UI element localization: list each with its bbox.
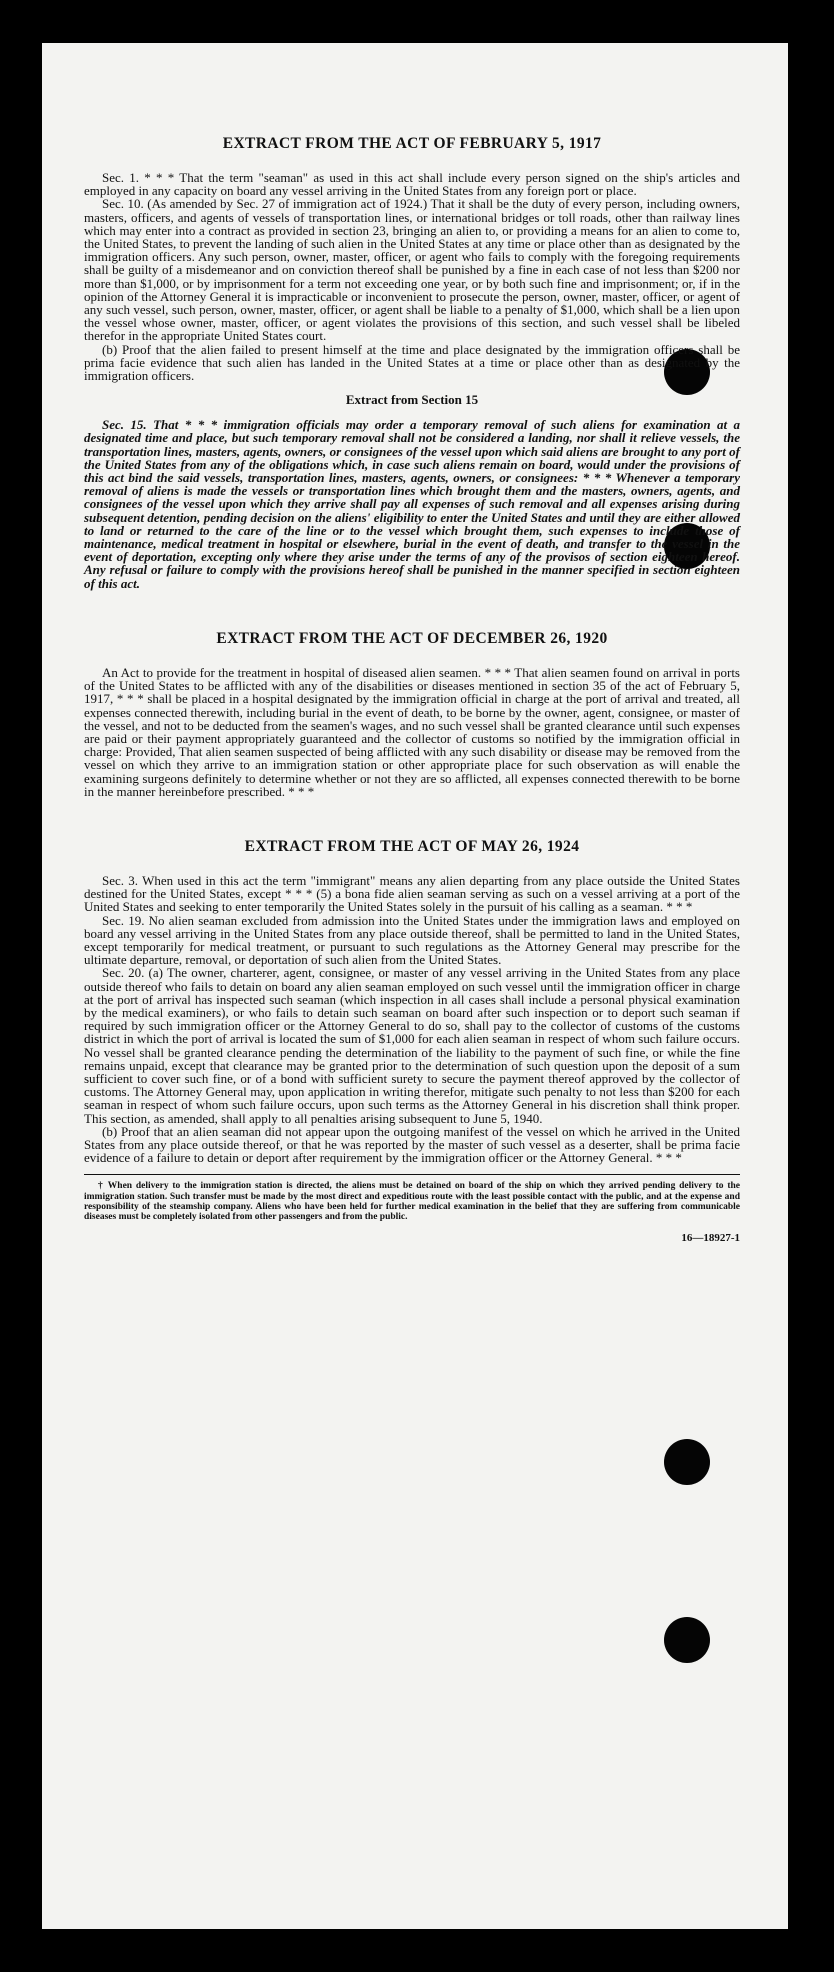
paragraph-sec-19: Sec. 19. No alien seaman excluded from admission into the United States under the immigration laws and employed on board any vessel arriving in the United States from any place outside thereof, shall be permitted to land in the United States, except temporarily for medical treatment, or pursuant to such regulations as the Attorney General may prescribe for the ultimate departure, removal, or deportation of such alien from the United States.	[84, 912, 740, 968]
heading-act-1924: EXTRACT FROM THE ACT OF MAY 26, 1924	[244, 837, 580, 855]
paragraph-act-1920: An Act to provide for the treatment in hospital of diseased alien seamen. * * * That alien seamen found on arrival in ports of the United States to be afflicted with any of the disabilities or diseases mentioned in section 35 of the act of February 5, 1917, * * * shall be placed in a hospital designated by the immigration official in charge at the port of arrival and treated, all expenses connected therewith, including burial in the event of death, to be borne by the owner, agent, consignee, or master of the vessel, and not to be deducted from the seamen's wages, and no such vessel shall be granted clearance until such expenses are paid or their payment appropriately guaranteed and the collector of customs so notified by the immigration official in charge: Provided, That alien seamen suspected of being afflicted with any such disability or disease may be removed from the vessel on which they arrive to an immigration station or other appropriate place for such observation as will enable the examining surgeons definitely to determine whether or not they are so afflicted, all expenses connected therewith to be borne in the manner hereinbefore prescribed. * * *	[84, 664, 740, 799]
paragraph-sec-10-b: (b) Proof that the alien failed to present himself at the time and place designated by the immigration officers shall be prima facie evidence that such alien has landed in the United States at a time or place other than as designated by the immigration officers.	[84, 341, 740, 384]
heading-act-1920: EXTRACT FROM THE ACT OF DECEMBER 26, 1920	[216, 629, 608, 647]
paragraph-sec-20-a: Sec. 20. (a) The owner, charterer, agent, consignee, or master of any vessel arriving in the United States from any place outside thereof who fails to detain on board any alien seaman employed on such vessel until the immigration officer in charge at the port of arrival has inspected such seaman (which inspection in all cases shall include a personal physical examination by the medical examiners), or who fails to detain such seaman on board after such inspection or to deport such seaman if required by such immigration officer or the Attorney General to do so, shall pay to the collector of customs of the customs district in which the port of arrival is located the sum of $1,000 for each alien seaman in respect of whom such failure occurs. No vessel shall be granted clearance pending the determination of the liability to the payment of such fine, or while the fine remains unpaid, except that clearance may be granted prior to the determination of such question upon the deposit of a sum sufficient to cover such fine, or of a bond with sufficient surety to secure the payment thereof approved by the collector of customs. The Attorney General may, upon application in writing therefor, mitigate such penalty to not less than $200 for each seaman in respect of whom such failure occurs, upon such terms as the Attorney General in his discretion shall think proper. This section, as amended, shall apply to all penalties arising subsequent to June 5, 1940.	[84, 965, 740, 1126]
heading-act-1917: EXTRACT FROM THE ACT OF FEBRUARY 5, 1917	[222, 135, 602, 152]
paragraph-sec-15: Sec. 15. That * * * immigration officials may order a temporary removal of such aliens for examination at a designated time and place, but such temporary removal shall not be considered a landing, nor shall it relieve vessels, the transportation lines, masters, agents, owners, or consignees of the vessel upon which said aliens are brought to any port of the United States from any of the obligations which, in case such aliens remain on board, would under the provisions of this act bind the said vessels, transportation lines, masters, agents, owners, or consignees: * * * Whenever a temporary removal of aliens is made the vessels or transportation lines which brought them and the masters, owners, agents, and consignees of the vessel upon which they arrive shall pay all expenses of such removal and all expenses arising during subsequent detention, pending decision on the aliens' eligibility to enter the United States and until they are either allowed to land or returned to the care of the line or to the vessel which brought them, such expenses to include those of maintenance, medical treatment in hospital or elsewhere, burial in the event of death, and transfer to the vessel in the event of deportation, excepting only where they arise under the terms of any of the provisos of section eighteen hereof. Any refusal or failure to comply with the provisions hereof shall be punished in the manner specified in section eighteen of this act.	[84, 417, 740, 591]
paragraph-sec-3: Sec. 3. When used in this act the term "immigrant" means any alien departing from any place outside the United States destined for the United States, except * * * (5) a bona fide alien seaman serving as such on a vessel arriving at a port of the United States and seeking to enter temporarily the United States solely in the pursuit of his calling as a seaman. * * *	[84, 872, 740, 915]
paragraph-sec-20-b: (b) Proof that an alien seaman did not appear upon the outgoing manifest of the vessel on which he arrived in the United States from any place outside thereof, or that he was reported by the master of such vessel as a deserter, shall be prima facie evidence of a failure to detain or deport after requirement by the immigration officer or the Attorney General. * * *	[84, 1123, 740, 1166]
heading-section-15: Extract from Section 15	[345, 392, 479, 408]
paragraph-sec-1: Sec. 1. * * * That the term "seaman" as used in this act shall include every person signed on the ship's articles and employed in any capacity on board any vessel arriving in the United States from any foreign port or place.	[84, 170, 740, 199]
form-number: 16—18927-1	[681, 1232, 740, 1245]
footnote-divider	[84, 1174, 740, 1222]
document-content	[84, 95, 740, 1875]
footnote: † When delivery to the immigration station is directed, the aliens must be detained on board of the ship on which they arrived pending delivery to the immigration station. Such transfer must be made by the most direct and expeditious route with the least possible contact with the public, and at the expense and responsibility of the steamship company. Aliens who have been held for further medical examination in the belief that they are suffering from communicable diseases must be completely isolated from other passengers and from the public.	[84, 1181, 740, 1222]
paragraph-sec-10: Sec. 10. (As amended by Sec. 27 of immigration act of 1924.) That it shall be the duty of every person, including owners, masters, officers, and agents of vessels of transportation lines, or international bridges or toll roads, other than railway lines which may enter into a contract as provided in section 23, bringing an alien to, or providing a means for an alien to come to, the United States, to prevent the landing of such alien in the United States at any time or place other than as designated by the immigration officers. Any such person, owner, master, officer, or agent who fails to comply with the foregoing requirements shall be guilty of a misdemeanor and on conviction thereof shall be punished by a fine in each case of not less than $200 nor more than $1,000, or by imprisonment for a term not exceeding one year, or by both such fine and imprisonment; or, if in the opinion of the Attorney General it is impracticable or inconvenient to prosecute the person, owner, master, officer, or agent of any such vessel, such person, owner, master, officer, or agent shall be liable to a penalty of $1,000, which shall be a lien upon the vessel whose owner, master, officer, or agent violates the provisions of this section, and such vessel shall be libeled therefor in the appropriate United States court.	[84, 196, 740, 344]
